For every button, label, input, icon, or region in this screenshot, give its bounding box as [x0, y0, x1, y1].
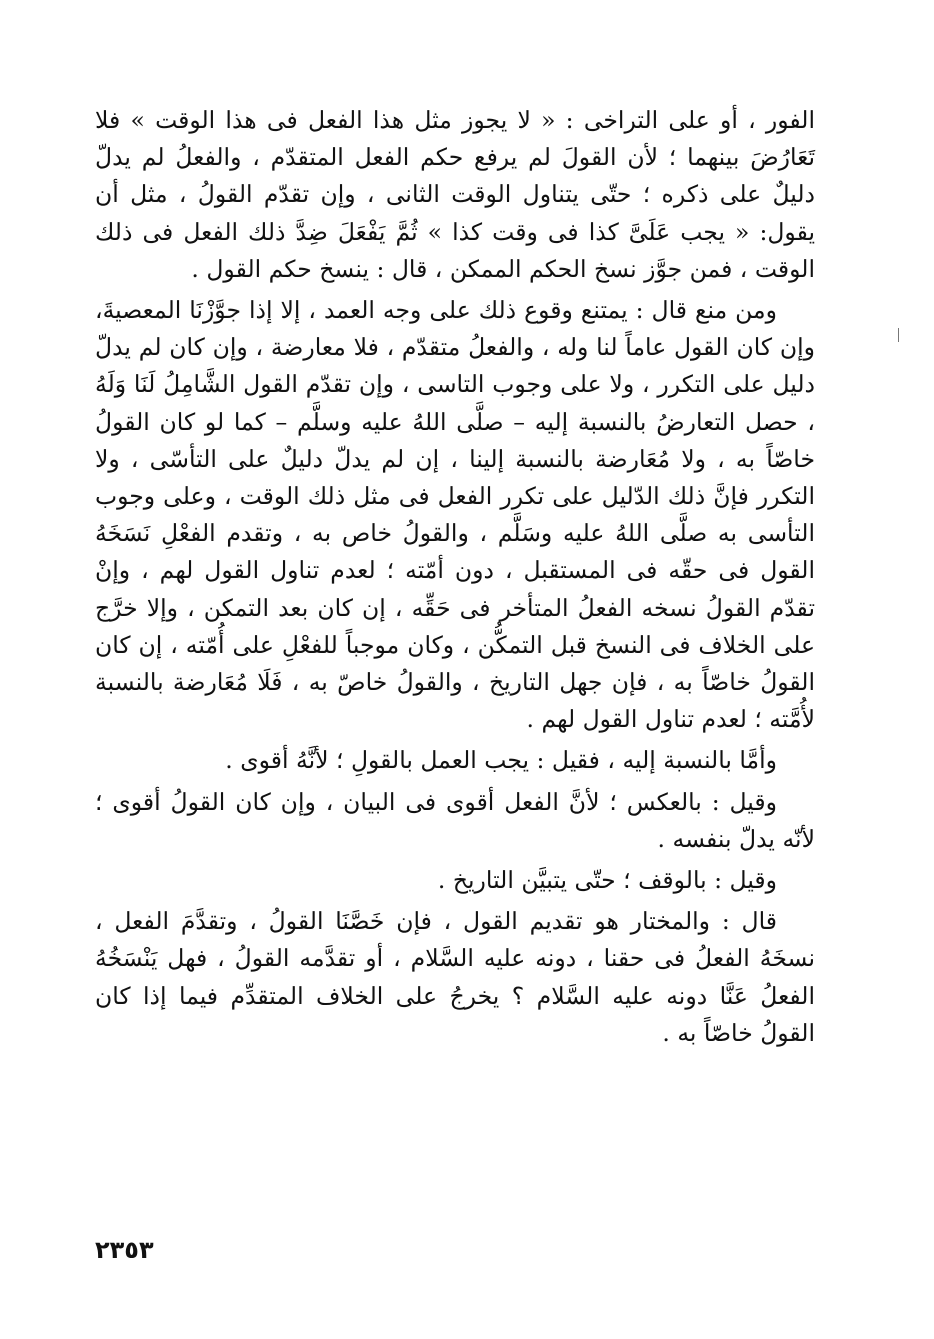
paragraph-1: الفور ، أو على التراخى : « لا يجوز مثل هذا الفعل فى هذا الوقت » فلا تَعَارُضَ بينهما ؛ لأن القولَ لم يرفع حكم الفعل المتقدّم ، والفعلُ لم يدلّ دليلٌ على ذكره ؛ حتّى يتناول الوقت الثانى ، وإن تقدّم القولُ ، مثل أن يقول: « يجب عَلَىَّ كذا فى وقت كذا » ثُمَّ يَفْعَلَ ضِدَّ ذلك الفعل فى ذلك الوقت ، فمن جوَّز نسخ الحكم الممكن ، قال : ينسخ حكم القول . [95, 106, 815, 283]
margin-mark [898, 328, 899, 342]
paragraph-5: وقيل : بالوقف ؛ حتّى يتبيَّن التاريخ . [437, 866, 777, 895]
page-text-body [95, 102, 815, 1056]
paragraph-2: ومن منع قال : يمتنع وقوع ذلك على وجه العمد ، إلا إذا جوَّزْنَا المعصيةَ، وإن كان القول عاماً لنا وله ، والفعلُ متقدّم ، فلا معارضة ، وإن كان لم يدلّ دليل على التكرر ، ولا على وجوب التاسى ، وإن تقدّم القول الشَّامِلُ لَنَا وَلَهُ ، حصل التعارضُ بالنسبة إليه – صلَّى اللهُ عليه وسلَّم – كما لو كان القولُ خاصّاً به ، ولا مُعَارضة بالنسبة إلينا ، إن لم يدلّ دليلٌ على التأسّى ، ولا التكرر فإنَّ ذلك الدّليل على تكرر الفعل فى مثل ذلك الوقت ، وعلى وجوب التأسى به صلَّى اللهُ عليه وسَلَّم ، والقولُ خاص به ، وتقدم الفعْلِ نَسَخَهُ القول فى حقّه فى المستقبل ، دون أمّته ؛ لعدم تناول القول لهم ، وإنْ تقدّم القولُ نسخه الفعلُ المتأخر فى حَقِّه ، إن كان بعد التمكن ، وإلا خرَّج على الخلاف فى النسخ قبل التمكُّن ، وكان موجباً للفعْلِ على أُمّته ، إن كان القولُ خاصّاً به ، فإن جهل التاريخ ، والقولُ خاصّ به ، فَلَا مُعَارضة بالنسبة لأُمَّته ؛ لعدم تناول القول لهم . [95, 296, 815, 734]
paragraph-4: وقيل : بالعكس ؛ لأنَّ الفعل أقوى فى البيان ، وإن كان القولُ أقوى ؛ لأنّه يدلّ بنفسه . [95, 787, 815, 853]
paragraph-3: وأمَّا بالنسبة إليه ، فقيل : يجب العمل بالقولِ ؛ لأنَّهُ أقوى . [225, 746, 777, 775]
page-number: ٢٣٥٣ [95, 1236, 154, 1264]
paragraph-6: قال : والمختار هو تقديم القول ، فإن خَصَّنَا القولُ ، وتقدَّمَ الفعل ، نسخَهُ الفعلُ فى حقنا ، دونه عليه السَّلام ، أو تقدَّمه القولُ ، فهل يَنْسَخُهُ الفعلُ عَنَّا دونه عليه السَّلام ؟ يخرجُ على الخلاف المتقدِّم فيما إذا كان القولُ خاصّاً به . [95, 907, 815, 1047]
